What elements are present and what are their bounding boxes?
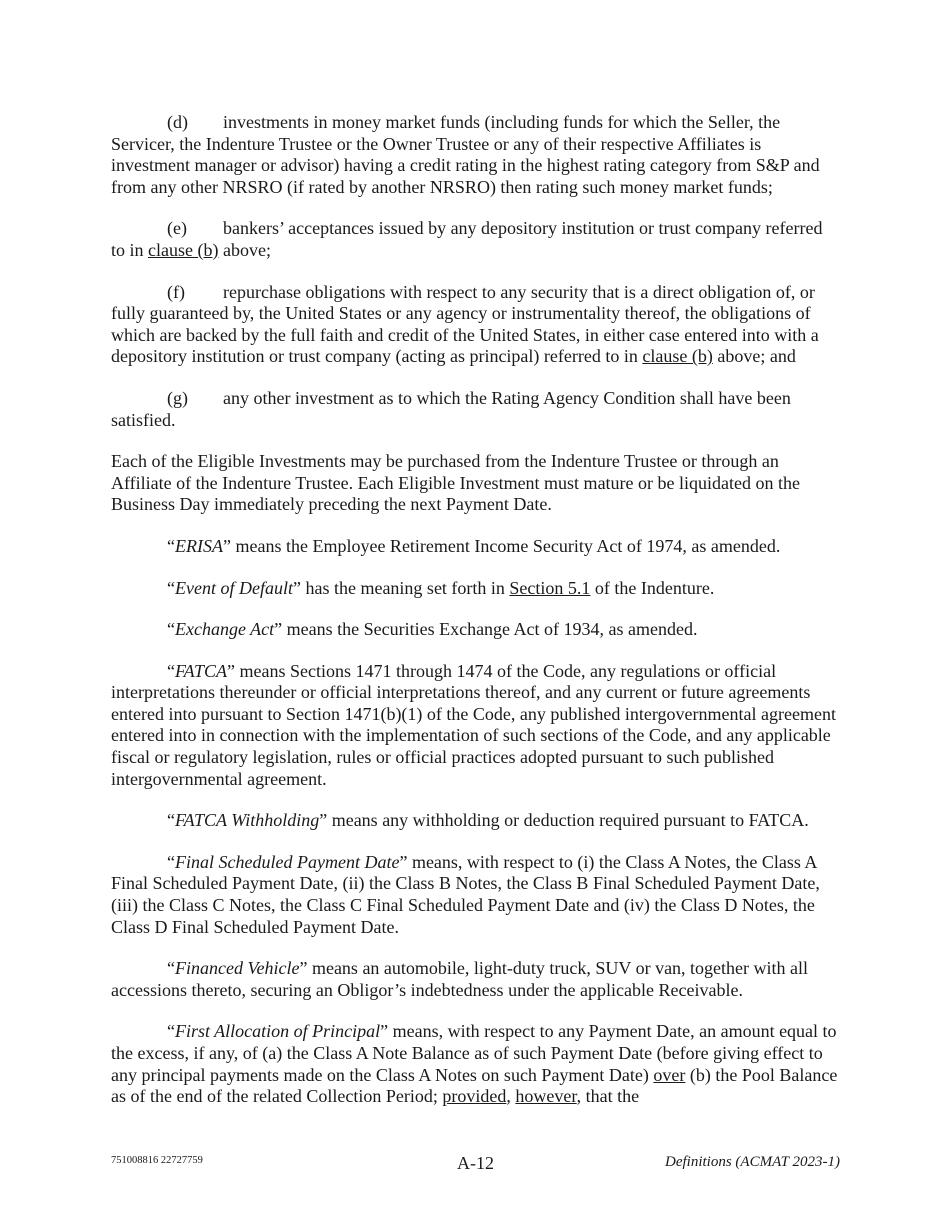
clause-paragraph bbox=[111, 282, 840, 368]
underlined-reference: clause (b) bbox=[642, 346, 713, 367]
text-run: has the meaning set forth in bbox=[300, 577, 510, 598]
text-run: above; bbox=[218, 239, 271, 260]
text-run: means the Securities Exchange Act of 1934, as amended. bbox=[282, 619, 698, 640]
defined-term: Event of Default bbox=[175, 577, 293, 598]
text-run: any other investment as to which the Rating Agency Condition shall have been satisfied. bbox=[111, 387, 791, 430]
text-run: means an automobile, light-duty truck, SUV or van, together with all accessions thereto, securing an Obligor’s indebtedness under the applicable Receivable. bbox=[111, 958, 809, 1000]
underlined-reference: provided bbox=[442, 1086, 507, 1107]
definition-paragraph: “Exchange Act” means the Securities Exchange Act of 1934, as amended. bbox=[167, 619, 698, 640]
text-run: (b) the Pool Balance as of the end of the related Collection Period; bbox=[111, 1064, 838, 1107]
text-run: means Sections 1471 through 1474 of the Code, any regulations or official interpretations thereunder or official interpretations thereof, and any current or future agreements entered into pursuant to Section 1471(b)(1) of the Code, any published intergovernmental agreement entered into in connection with the implementation of such sections of the Code, and any applicable fiscal or regulatory legislation, rules or official practices adopted pursuant to such published intergovernmental agreement. bbox=[111, 660, 836, 789]
underlined-reference: Section 5.1 bbox=[509, 577, 591, 598]
text-run: means the Employee Retirement Income Security Act of 1974, as amended. bbox=[230, 535, 781, 556]
text-run: , that the bbox=[576, 1086, 640, 1107]
clause-paragraph bbox=[111, 218, 840, 261]
document-id: 751008816 22727759 bbox=[111, 1155, 203, 1166]
closing-paragraph: Each of the Eligible Investments may be purchased from the Indenture Trustee or through an Affiliate of the Indenture Trustee. Each Eligible Investment must mature or be liquidated on the Business Day immediately preceding the next Payment Date. bbox=[111, 451, 800, 515]
definition-paragraph: “Event of Default” has the meaning set forth in Section 5.1 of the Indenture. bbox=[167, 577, 715, 598]
defined-term: FATCA bbox=[175, 660, 228, 681]
definition-paragraph: “FATCA Withholding” means any withholding or deduction required pursuant to FATCA. bbox=[167, 810, 809, 831]
defined-term: Exchange Act bbox=[175, 619, 275, 640]
text-run: bankers’ acceptances issued by any depository institution or trust company referred to in bbox=[111, 218, 823, 260]
clause-label: (d) bbox=[167, 112, 188, 132]
text-run: above; and bbox=[712, 346, 796, 367]
clause-label: (g) bbox=[167, 387, 188, 408]
definition-paragraph: “Final Scheduled Payment Date” means, with respect to (i) the Class A Notes, the Class A Final Scheduled Payment Date, (ii) the Class B Notes, the Class B Final Scheduled Payment Date, (iii) the Class C Notes, the Class C Final Scheduled Payment Date and (iv) the Class D Notes, the Class D Final Scheduled Payment Date. bbox=[111, 851, 820, 937]
text-run: means, with respect to (i) the Class A Notes, the Class A Final Scheduled Payment Date, (ii) the Class B Notes, the Class B Final Scheduled Payment Date, (iii) the Class C Notes, the Class C Final Scheduled Payment Date and (iv) the Class D Notes, the Class D Final Scheduled Payment Date. bbox=[111, 851, 820, 937]
clause-label: (e) bbox=[167, 218, 187, 239]
underlined-reference: however bbox=[515, 1086, 577, 1107]
body-text bbox=[111, 112, 840, 1128]
definitions-list bbox=[111, 536, 840, 1108]
defined-term: ERISA bbox=[175, 535, 223, 556]
underlined-reference: over bbox=[653, 1064, 686, 1085]
page-footer bbox=[111, 1153, 840, 1177]
document-title: Definitions (ACMAT 2023-1) bbox=[665, 1154, 840, 1170]
eligible-investment-clauses bbox=[111, 112, 840, 431]
definition-paragraph: “FATCA” means Sections 1471 through 1474 of the Code, any regulations or official interpretations thereunder or official interpretations thereof, and any current or future agreements entered into pursuant to Section 1471(b)(1) of the Code, any published intergovernmental agreement entered into in connection with the implementation of such sections of the Code, and any applicable fiscal or regulatory legislation, rules or official practices adopted pursuant to such published intergovernmental agreement. bbox=[111, 660, 836, 789]
definition-paragraph: “First Allocation of Principal” means, with respect to any Payment Date, an amount equal to the excess, if any, of (a) the Class A Note Balance as of such Payment Date (before giving effect to any principal payments made on the Class A Notes on such Payment Date) over (b) the Pool Balance as of the end of the related Collection Period; provided, however, that the bbox=[111, 1021, 838, 1107]
clause-paragraph bbox=[111, 112, 840, 198]
definition-paragraph: “ERISA” means the Employee Retirement Income Security Act of 1974, as amended. bbox=[167, 535, 781, 556]
clause-label: (f) bbox=[167, 281, 185, 302]
definition-paragraph: “Financed Vehicle” means an automobile, light-duty truck, SUV or van, together with all accessions thereto, securing an Obligor’s indebtedness under the applicable Receivable. bbox=[111, 958, 809, 1000]
text-run: , bbox=[506, 1086, 516, 1107]
underlined-reference: clause (b) bbox=[148, 239, 219, 260]
text-run: of the Indenture. bbox=[590, 577, 715, 598]
text-run: repurchase obligations with respect to any security that is a direct obligation of, or fully guaranteed by, the United States or any agency or instrumentality thereof, the obligations of which are backed by the full faith and credit of the United States, in either case entered into with a depository institution or trust company (acting as principal) referred to in bbox=[111, 281, 819, 367]
text-run: means any withholding or deduction required pursuant to FATCA. bbox=[327, 810, 809, 831]
text-run: investments in money market funds (including funds for which the Seller, the Servicer, the Indenture Trustee or the Owner Trustee or any of their respective Affiliates is investment manager or advisor) having a credit rating in the highest rating category from S&P and from any other NRSRO (if rated by another NRSRO) then rating such money market funds; bbox=[111, 112, 820, 197]
page-number: A-12 bbox=[457, 1153, 494, 1173]
defined-term: FATCA Withholding bbox=[175, 810, 320, 831]
clause-paragraph bbox=[111, 388, 840, 431]
defined-term: Final Scheduled Payment Date bbox=[175, 851, 400, 872]
defined-term: First Allocation of Principal bbox=[175, 1021, 381, 1042]
defined-term: Financed Vehicle bbox=[175, 958, 300, 979]
text-run: means, with respect to any Payment Date, an amount equal to the excess, if any, of (a) the Class A Note Balance as of such Payment Date (before giving effect to any principal payments made on the Class A Notes on such Payment Date) bbox=[111, 1021, 837, 1085]
